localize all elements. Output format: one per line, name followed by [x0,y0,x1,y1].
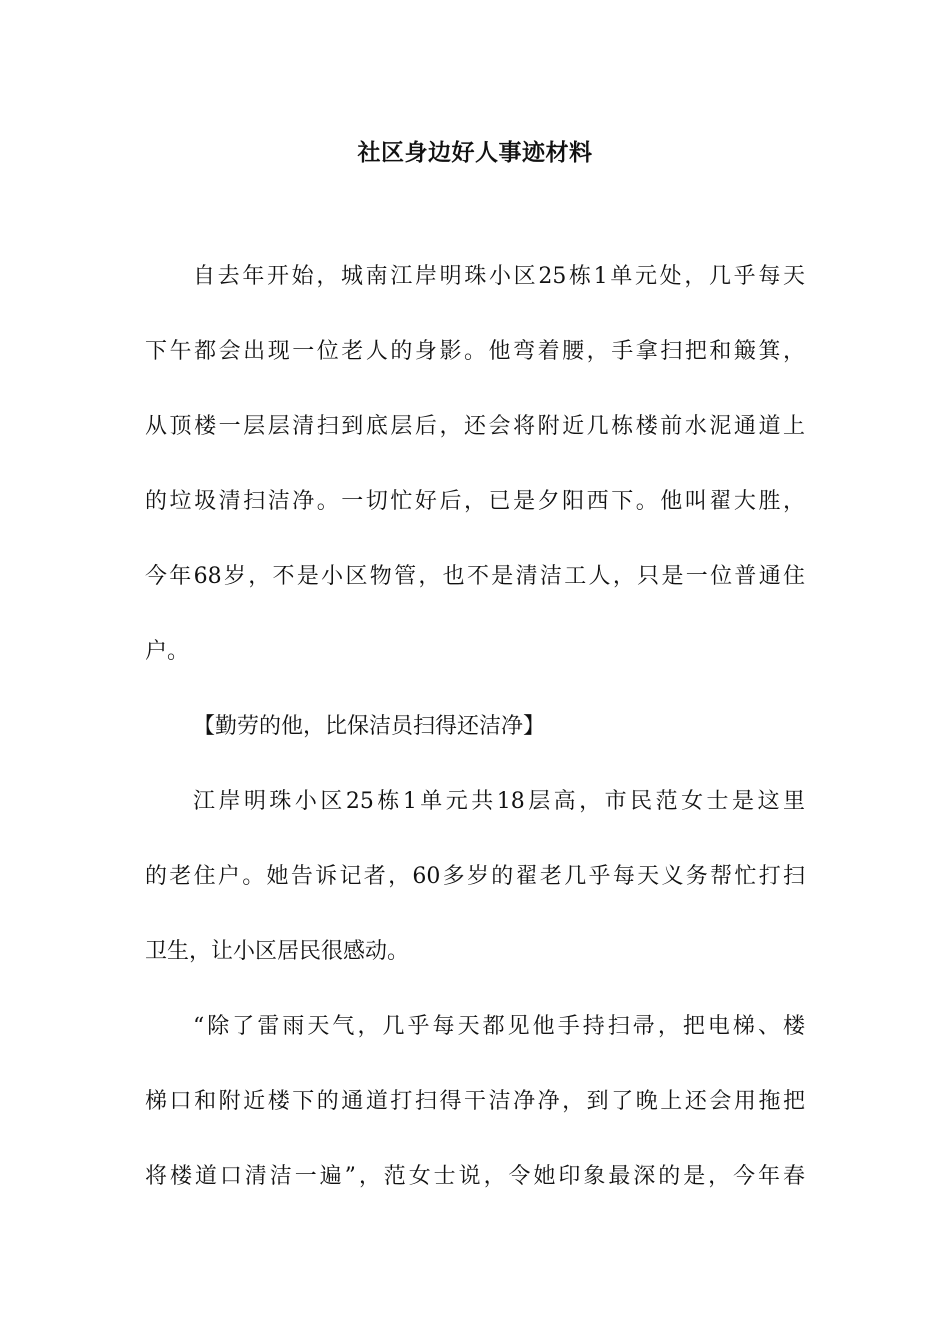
paragraph-line: “除了雷雨天气，几乎每天都见他手持扫帚，把电梯、楼 [193,1014,805,1039]
paragraph-line: 户。 [145,639,190,664]
paragraph-line: 卫生，让小区居民很感动。 [145,939,410,964]
paragraph-line: 的垃圾清扫洁净。一切忙好后，已是夕阳西下。他叫翟大胜， [145,489,805,514]
section-heading: 【勤劳的他，比保洁员扫得还洁净】 [193,714,546,739]
paragraph-line: 从顶楼一层层清扫到底层后，还会将附近几栋楼前水泥通道上 [145,414,805,439]
paragraph-line: 将楼道口清洁一遍”，范女士说，令她印象最深的是，今年春 [145,1164,805,1189]
paragraph-line: 今年68岁，不是小区物管，也不是清洁工人，只是一位普通住 [145,564,805,589]
paragraph-line: 自去年开始，城南江岸明珠小区25栋1单元处，几乎每天 [193,264,805,289]
paragraph-line: 江岸明珠小区25栋1单元共18层高，市民范女士是这里 [193,789,805,814]
paragraph-line: 下午都会出现一位老人的身影。他弯着腰，手拿扫把和簸箕， [145,339,805,364]
document-title: 社区身边好人事迹材料 [357,139,593,166]
paragraph-line: 梯口和附近楼下的通道打扫得干洁净净，到了晚上还会用拖把 [145,1089,805,1114]
paragraph-line: 的老住户。她告诉记者，60多岁的翟老几乎每天义务帮忙打扫 [145,864,805,889]
